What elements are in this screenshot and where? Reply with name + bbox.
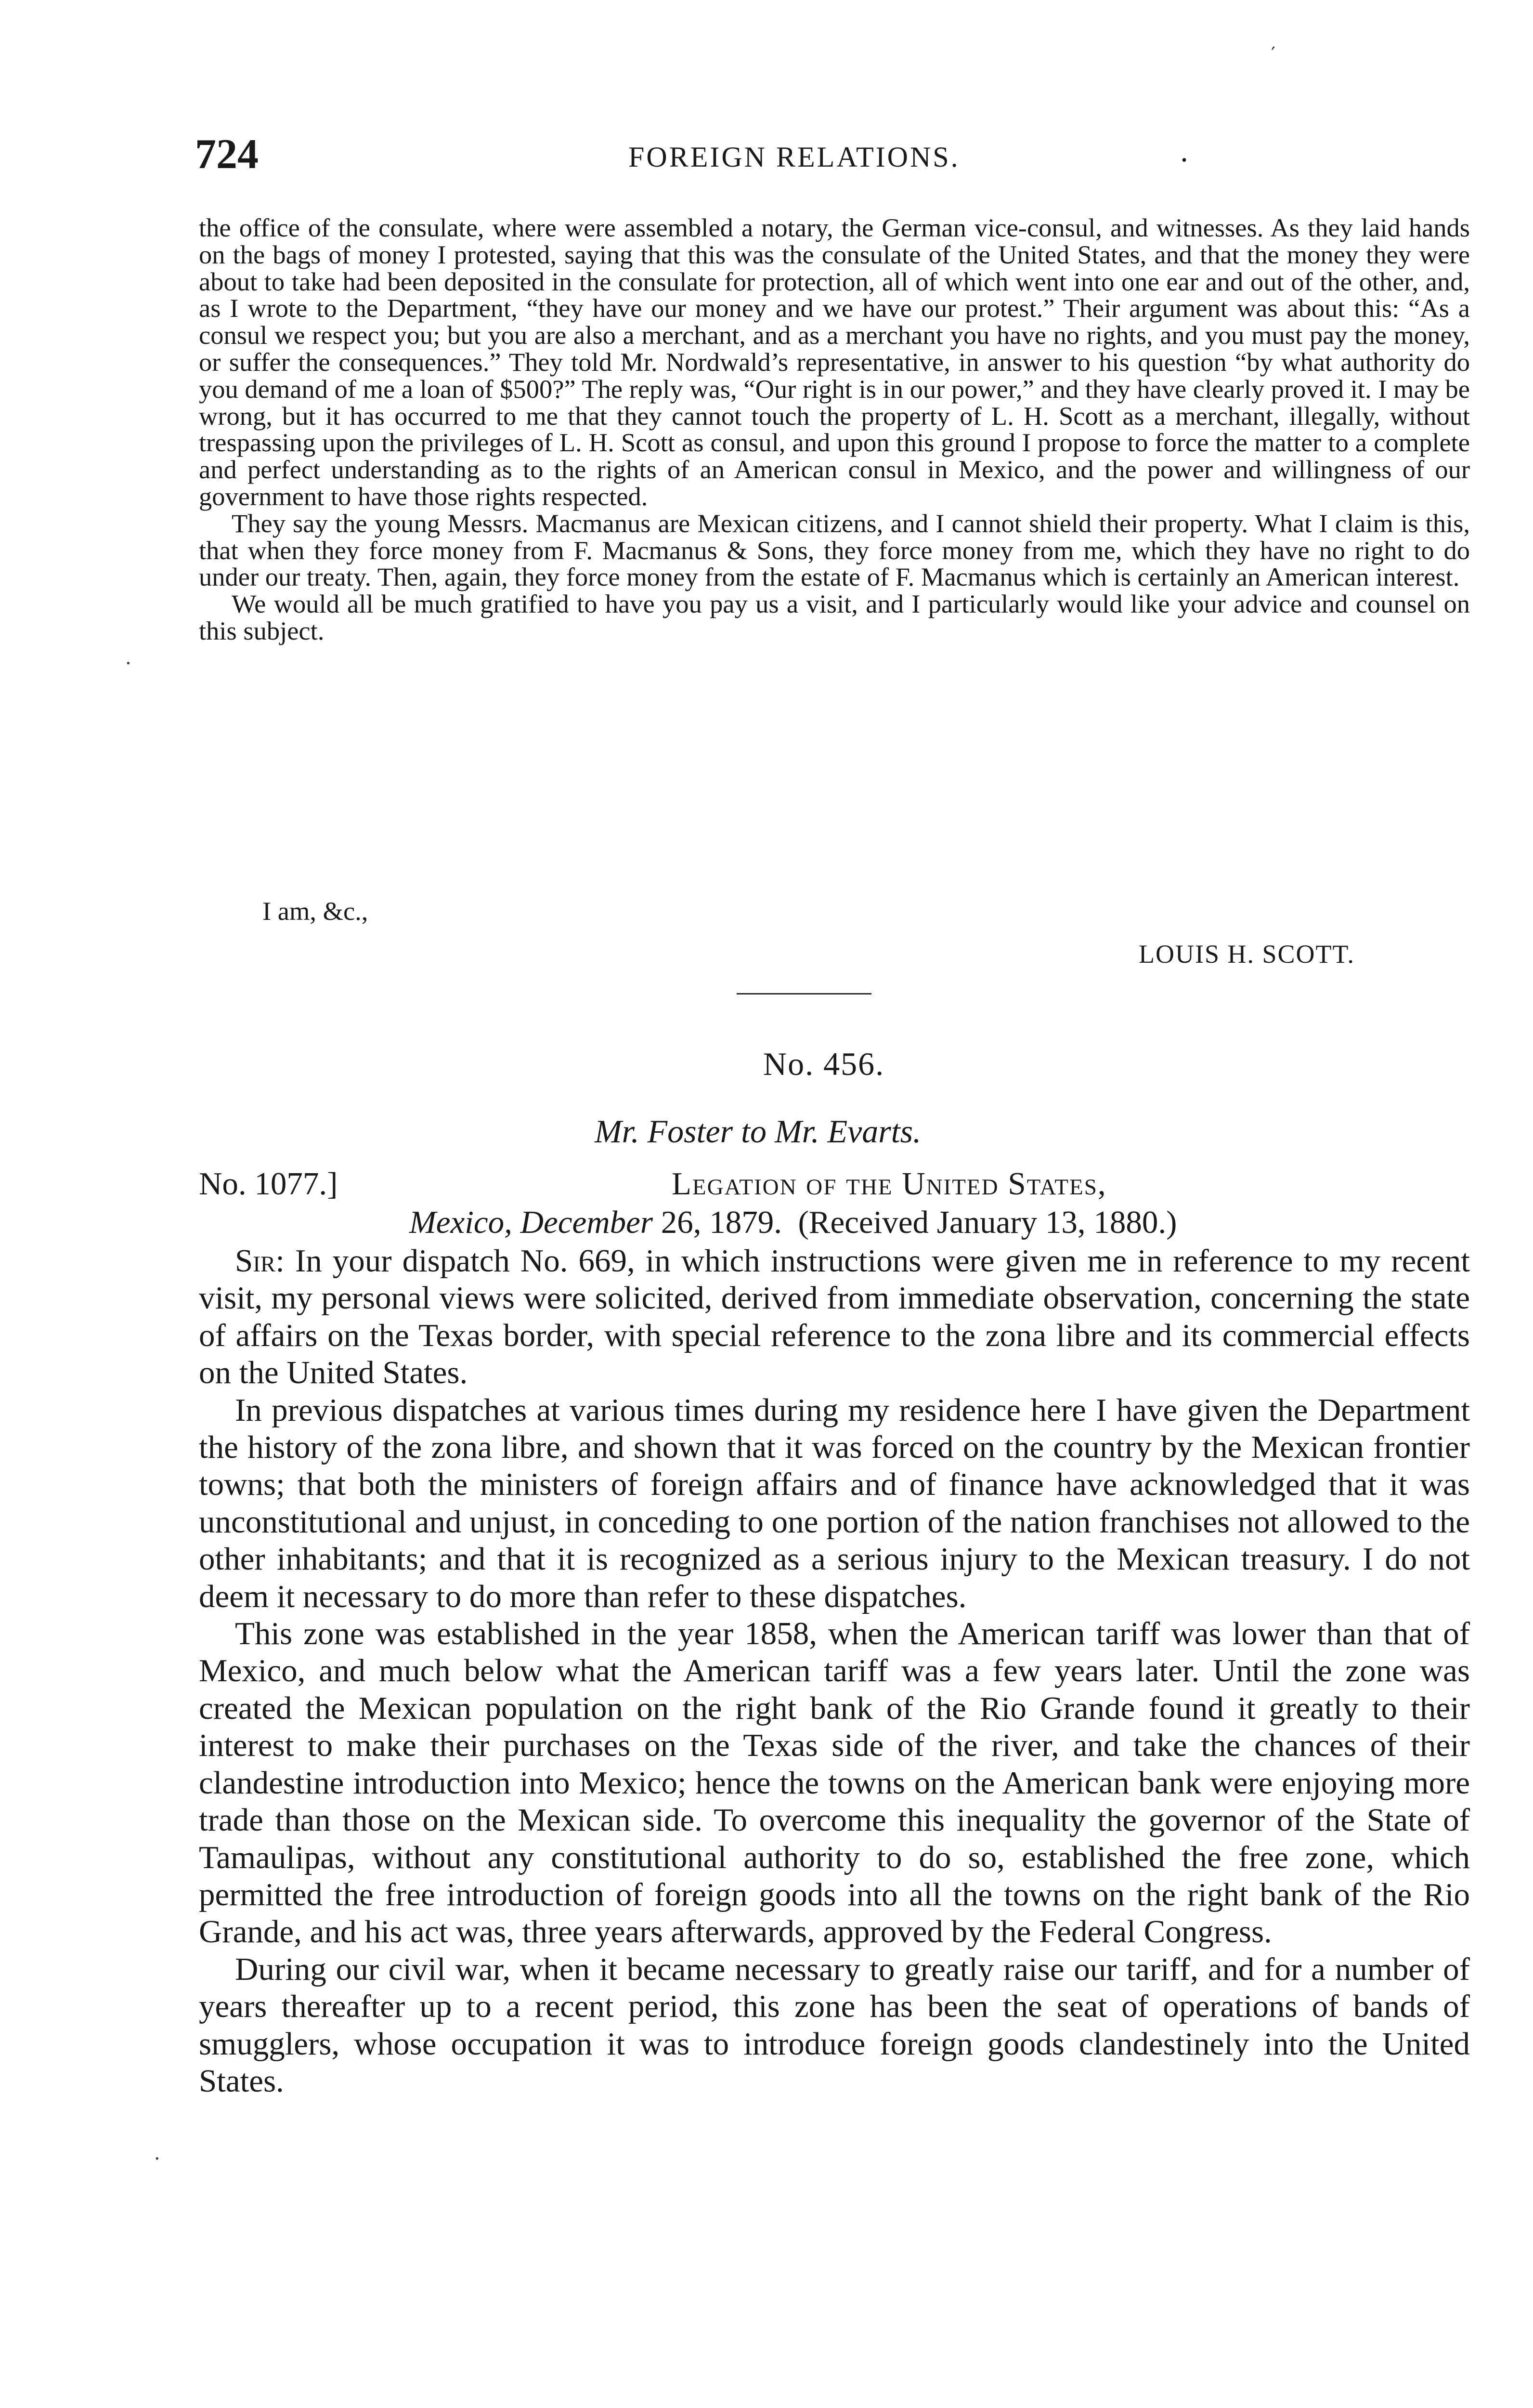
page-number: 724 bbox=[195, 131, 259, 178]
margin-mark: ′ bbox=[1271, 43, 1276, 65]
document-title: Mr. Foster to Mr. Evarts. bbox=[595, 1113, 922, 1150]
dispatch-paragraph-text: : In your dispatch No. 669, in which instructions were given me in reference to my recent visit, my personal views were solicited, derived from immediate observation, concerning the state of affairs on the Texas border, with special reference to the zona libre and its commercial effects on the United States. bbox=[199, 1243, 1470, 1391]
dispatch-paragraph: In previous dispatches at various times during my residence here I have given the Department the history of the zona libre, and shown that it was forced on the country by the Mexican frontier towns; that both the ministers of foreign affairs and of finance have acknowledged that it was unconstitutional and unjust, in conceding to one portion of the nation franchises not allowed to the other inhabitants; and that it is recognized as a serious injury to the Mexican treasury. I do not deem it necessary to do more than refer to these dispatches. bbox=[199, 1392, 1470, 1614]
received-date: (Received January 13, 1880.) bbox=[798, 1204, 1177, 1240]
dispatch-number: No. 1077.] bbox=[199, 1166, 338, 1202]
document-number: No. 456. bbox=[763, 1046, 885, 1082]
header-dot: . bbox=[1180, 135, 1189, 169]
running-head: FOREIGN RELATIONS. bbox=[628, 141, 960, 173]
letter-closing: I am, &c., bbox=[262, 896, 368, 926]
date-place: Mexico, December bbox=[409, 1204, 653, 1240]
page-header bbox=[195, 130, 1466, 183]
legation-heading: Legation of the United States, bbox=[672, 1166, 1107, 1202]
date-rest: 26, 1879. bbox=[652, 1204, 782, 1240]
dateline bbox=[409, 1204, 1177, 1241]
letter-paragraph: the office of the consulate, where were assembled a notary, the German vice-consul, and witnesses. As they laid hands on the bags of money I protested, saying that this was the consulate of the United States, and that the money they were about to take had been deposited in the consulate for protection, all of which went into one ear and out of the other, and, as I wrote to the Department, “they have our money and we have our protest.” Their argument was about this: “As a consul we respect you; but you are also a merchant, and as a merchant you have no rights, and you must pay the money, or suffer the consequences.” They told Mr. Nordwald’s representative, in answer to his question “by what authority do you demand of me a loan of $500?” The reply was, “Our right is in our power,” and they have clearly proved it. I may be wrong, but it has occurred to me that they cannot touch the property of L. H. Scott as a merchant, illegally, without trespassing upon the privileges of L. H. Scott as consul, and upon this ground I propose to force the matter to a complete and perfect understanding as to the rights of an American consul in Mexico, and the power and willingness of our government to have those rights respected. bbox=[199, 213, 1470, 511]
margin-mark: · bbox=[125, 653, 131, 675]
dispatch-body bbox=[199, 1243, 1470, 2100]
letter-paragraph: We would all be much gratified to have you pay us a visit, and I particularly would like your advice and counsel on this subject. bbox=[199, 589, 1470, 645]
dispatch-paragraph: During our civil war, when it became necessary to greatly raise our tariff, and for a number of years thereafter up to a recent period, this zone has been the seat of operations of bands of smugglers, whose occupation it was to introduce foreign goods clandestinely into the United States. bbox=[199, 1951, 1470, 2099]
salutation: Sir bbox=[235, 1243, 276, 1279]
margin-mark: · bbox=[154, 2148, 160, 2170]
dispatch-paragraph bbox=[199, 1243, 1470, 1392]
letter-signature: LOUIS H. SCOTT. bbox=[1139, 940, 1355, 968]
letter-continuation bbox=[199, 214, 1470, 644]
section-divider bbox=[737, 993, 871, 995]
letter-paragraph: They say the young Messrs. Macmanus are Mexican citizens, and I cannot shield their property. What I claim is this, that when they force money from F. Macmanus & Sons, they force money from me, which they have no right to do under our treaty. Then, again, they force money from the estate of F. Macmanus which is certainly an American interest. bbox=[199, 508, 1470, 592]
dispatch-paragraph: This zone was established in the year 1858, when the American tariff was lower than that of Mexico, and much below what the American tariff was a few years later. Until the zone was created the Mexican population on the right bank of the Rio Grande found it greatly to their interest to make their purchases on the Texas side of the river, and take the chances of their clandestine introduction into Mexico; hence the towns on the American bank were enjoying more trade than those on the Mexican side. To overcome this inequality the governor of the State of Tamaulipas, without any constitutional authority to do so, established the free zone, which permitted the free introduction of foreign goods into all the towns on the right bank of the Rio Grande, and his act was, three years afterwards, approved by the Federal Congress. bbox=[199, 1616, 1470, 1950]
